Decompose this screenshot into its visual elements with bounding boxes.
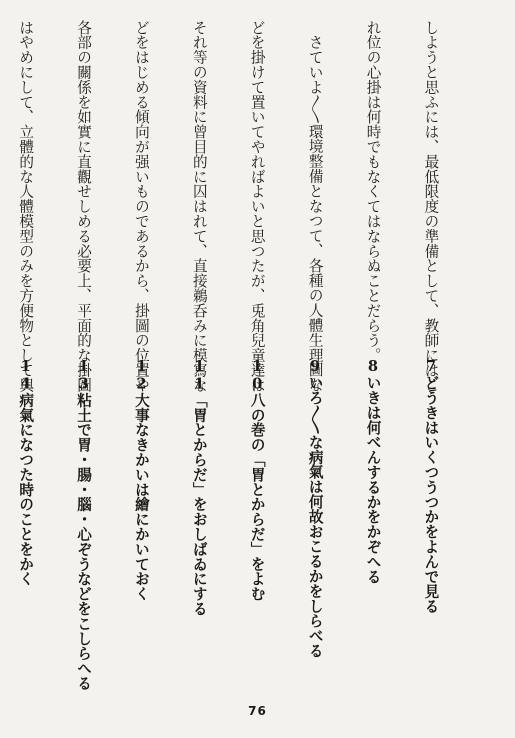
text-line: しようと思ふには、最低限度の準備として、教師にはこ [422, 20, 440, 393]
text-line: れ位の心掛は何時でもなくてはならぬことだらう。 [364, 20, 382, 363]
text-line: はやめにして、立體的な人體模型のみを方便物として與 [17, 20, 35, 393]
page-number: 76 [248, 704, 267, 718]
upper-text-block [17, 20, 479, 393]
text-line: 各部の關係を如實に直觀せしめる必要上、平面的な掛圖 [75, 20, 93, 393]
list-item: 7どうきはいくつうつかをよんで見る [422, 358, 440, 614]
list-item: 13粘土で胃・腸・腦・心ぞうなどをこしらへる [75, 358, 93, 691]
lower-text-block [17, 358, 479, 698]
text-line: さていよ〳〵環境整備となつて、各種の人體生理圖な [306, 20, 324, 393]
text-line: それ等の資料に曾目的に囚はれて、直接鵜呑みに模寫な [190, 20, 208, 393]
text-line: どを掛けて置いてやればよいと思つたが、兎角兒童達は [248, 20, 266, 393]
list-item: 14病氣になつた時のことをかく [17, 358, 35, 587]
list-item: 8いきは何べんするかをかぞへる [364, 358, 382, 584]
list-item: 12大事なきかいは繪にかいておく [132, 358, 150, 602]
list-item: 9いろ〳〵な病氣は何故おこるかをしらべる [306, 358, 324, 659]
text-line: どをはじめる傾向が强いものであるから、掛圖の位置や [132, 20, 150, 393]
list-item: 11「胃とからだ」をおしばゐにする [190, 358, 208, 617]
list-item: 10八の巻の「胃とからだ」をよむ [248, 358, 266, 602]
